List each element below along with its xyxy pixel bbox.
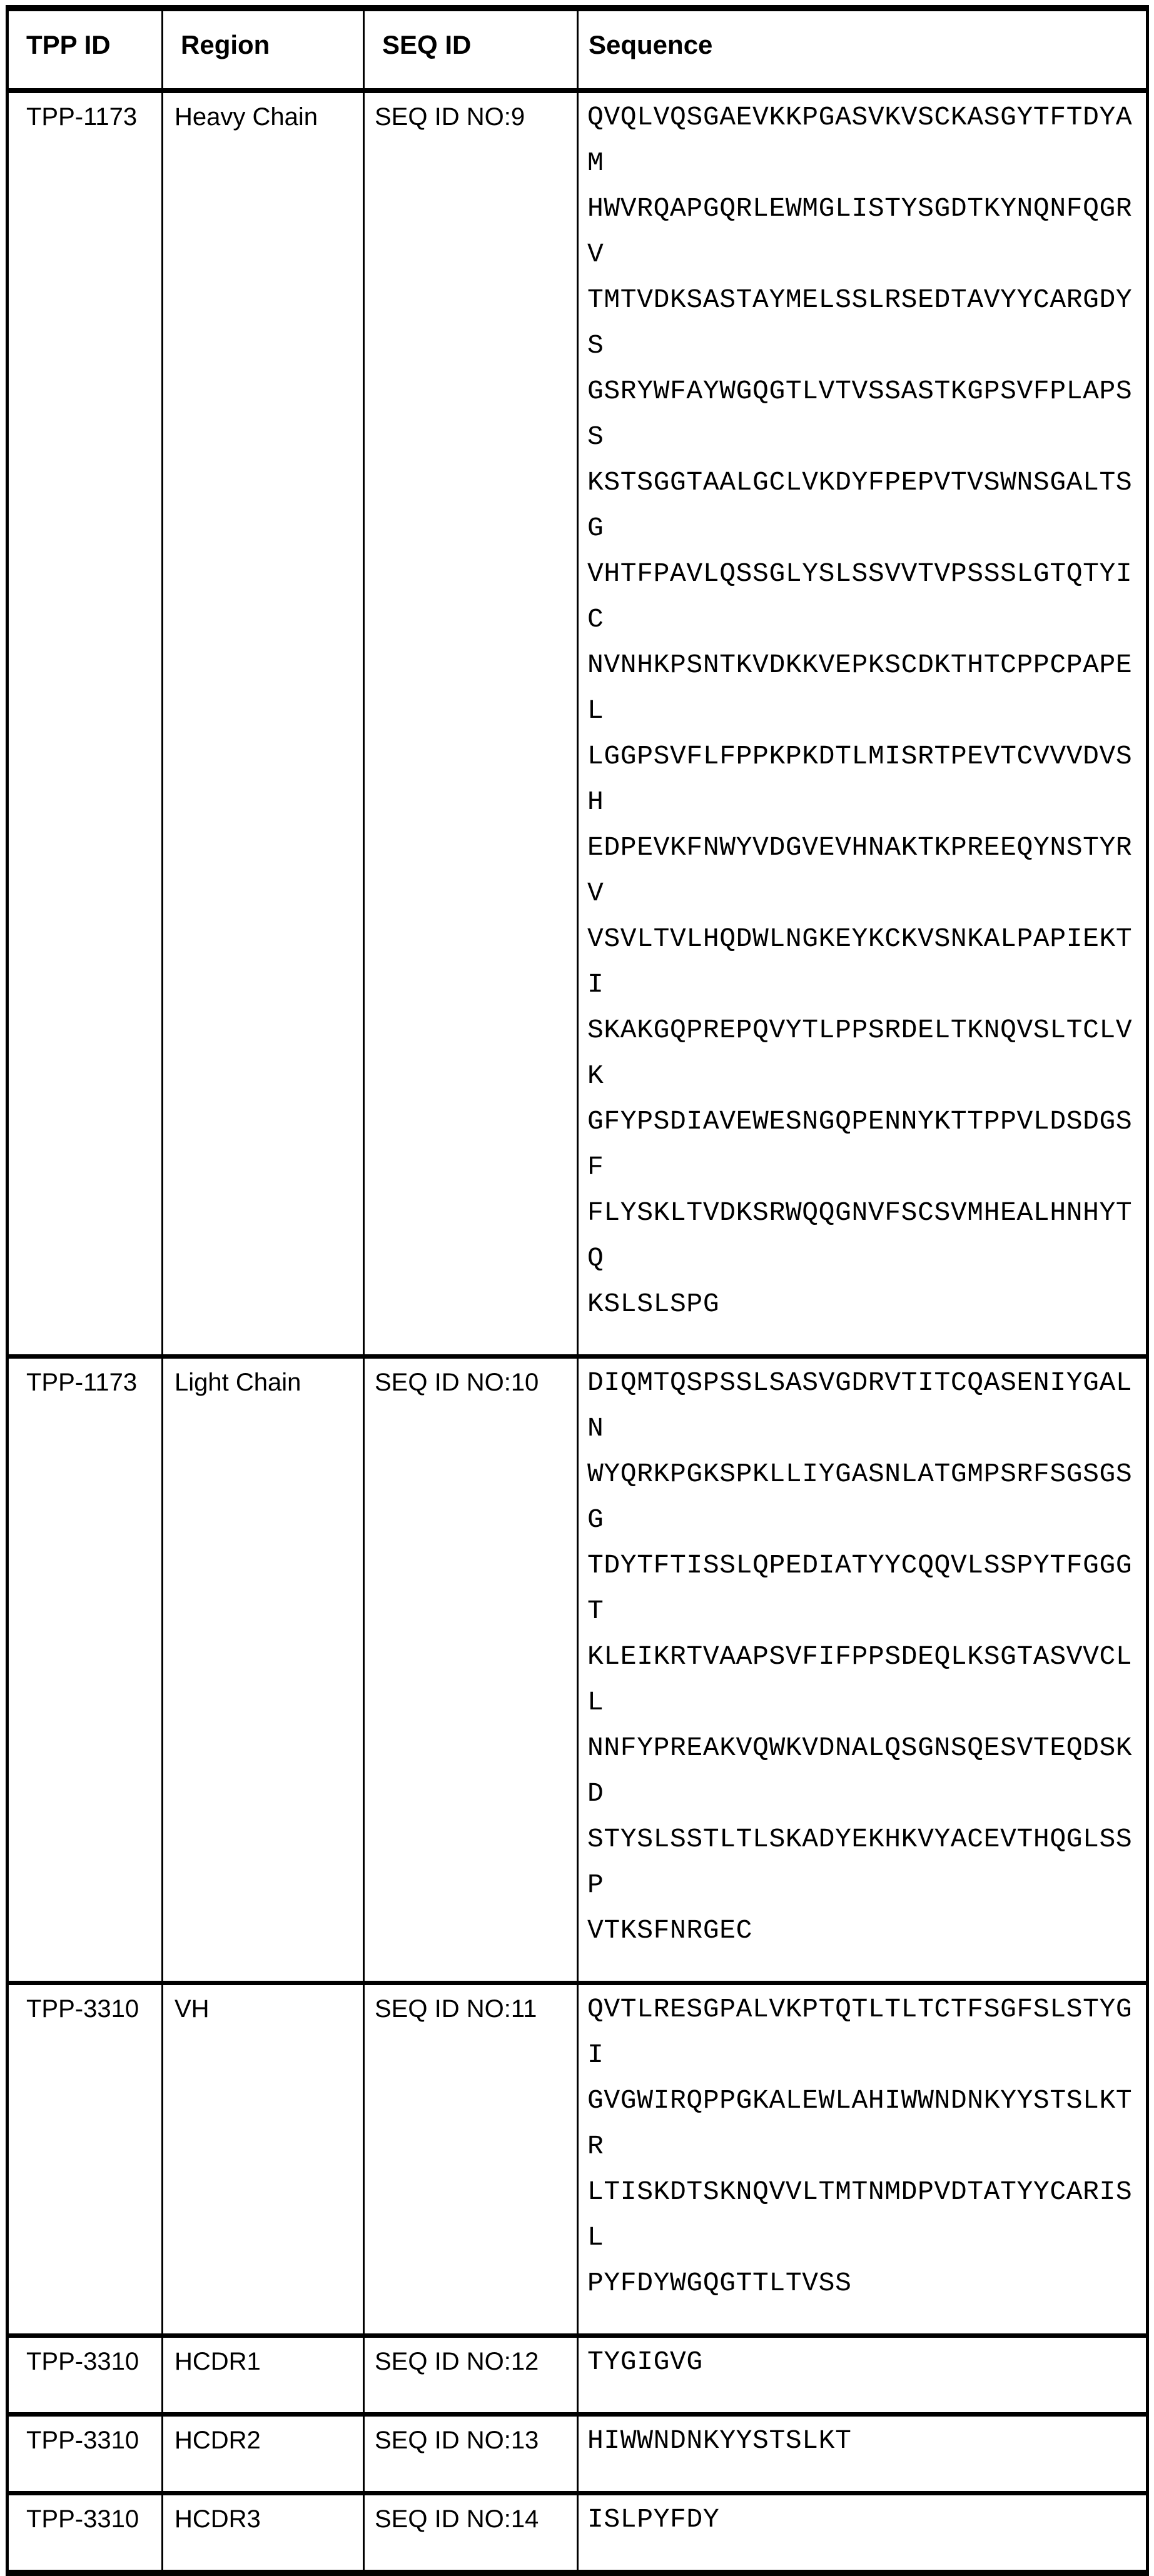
seq-id-cell: SEQ ID NO:13 xyxy=(364,2415,578,2493)
seq-id-cell: SEQ ID NO:14 xyxy=(364,2493,578,2573)
sequence-cell: DIQMTQSPSSLSASVGDRVTITCQASENIYGALN WYQRKPGKSPKLLIYGASNLATGMPSRFSGSGSG TDYTFTISSLQPEDIATYYCQQVLSSPYTFGGGT KLEIKRTVAAPSVFIFPPSDEQLKSGTASVVCLL NNFYPREAKVQWKVDNALQSGNSQESVTEQDSKD STYSLSSTLTLSKADYEKHKVYACEVTHQGLSSP VTKSFNRGEC xyxy=(578,1357,1148,1983)
header-cell-tpp-id: TPP ID xyxy=(8,8,163,91)
region-cell: Heavy Chain xyxy=(163,91,364,1357)
sequence-cell: HIWWNDNKYYSTSLKT xyxy=(578,2415,1148,2493)
tpp-id-cell: TPP-1173 xyxy=(8,91,163,1357)
seq-id-cell: SEQ ID NO:10 xyxy=(364,1357,578,1983)
region-cell: HCDR1 xyxy=(163,2336,364,2415)
seq-id-cell: SEQ ID NO:11 xyxy=(364,1983,578,2336)
sequence-table xyxy=(6,5,1149,2576)
tpp-id-cell: TPP-1173 xyxy=(8,1357,163,1983)
header-cell-seq-id: SEQ ID xyxy=(364,8,578,91)
seq-id-cell: SEQ ID NO:9 xyxy=(364,91,578,1357)
tpp-id-cell: TPP-3310 xyxy=(8,2336,163,2415)
sequence-cell: TYGIGVG xyxy=(578,2336,1148,2415)
sequence-cell: ISLPYFDY xyxy=(578,2493,1148,2573)
tpp-id-cell: TPP-3310 xyxy=(8,2493,163,2573)
region-cell: VH xyxy=(163,1983,364,2336)
table-row xyxy=(8,91,1148,1357)
table-row xyxy=(8,2415,1148,2493)
seq-id-cell: SEQ ID NO:12 xyxy=(364,2336,578,2415)
tpp-id-cell: TPP-3310 xyxy=(8,1983,163,2336)
region-cell: HCDR3 xyxy=(163,2493,364,2573)
table-row xyxy=(8,2493,1148,2573)
sequence-cell: QVTLRESGPALVKPTQTLTLTCTFSGFSLSTYGI GVGWIRQPPGKALEWLAHIWWNDNKYYSTSLKTR LTISKDTSKNQVVLTMTNMDPVDTATYYCARISL PYFDYWGQGTTLTVSS xyxy=(578,1983,1148,2336)
table-row xyxy=(8,1983,1148,2336)
region-cell: HCDR2 xyxy=(163,2415,364,2493)
tpp-id-cell: TPP-3310 xyxy=(8,2415,163,2493)
table-header-row xyxy=(8,8,1148,91)
table-row xyxy=(8,1357,1148,1983)
table-row xyxy=(8,2336,1148,2415)
header-cell-region: Region xyxy=(163,8,364,91)
sequence-cell: QVQLVQSGAEVKKPGASVKVSCKASGYTFTDYAM HWVRQAPGQRLEWMGLISTYSGDTKYNQNFQGRV TMTVDKSASTAYMELSSLRSEDTAVYYCARGDYS GSRYWFAYWGQGTLVTVSSASTKGPSVFPLAPSS KSTSGGTAALGCLVKDYFPEPVTVSWNSGALTSG VHTFPAVLQSSGLYSLSSVVTVPSSSLGTQTYIC NVNHKPSNTKVDKKVEPKSCDKTHTCPPCPAPEL LGGPSVFLFPPKPKDTLMISRTPEVTCVVVDVSH EDPEVKFNWYVDGVEVHNAKTKPREEQYNSTYRV VSVLTVLHQDWLNGKEYKCKVSNKALPAPIEKTI SKAKGQPREPQVYTLPPSRDELTKNQVSLTCLVK GFYPSDIAVEWESNGQPENNYKTTPPVLDSDGSF FLYSKLTVDKSRWQQGNVFSCSVMHEALHNHYTQ KSLSLSPG xyxy=(578,91,1148,1357)
region-cell: Light Chain xyxy=(163,1357,364,1983)
header-cell-sequence: Sequence xyxy=(578,8,1148,91)
